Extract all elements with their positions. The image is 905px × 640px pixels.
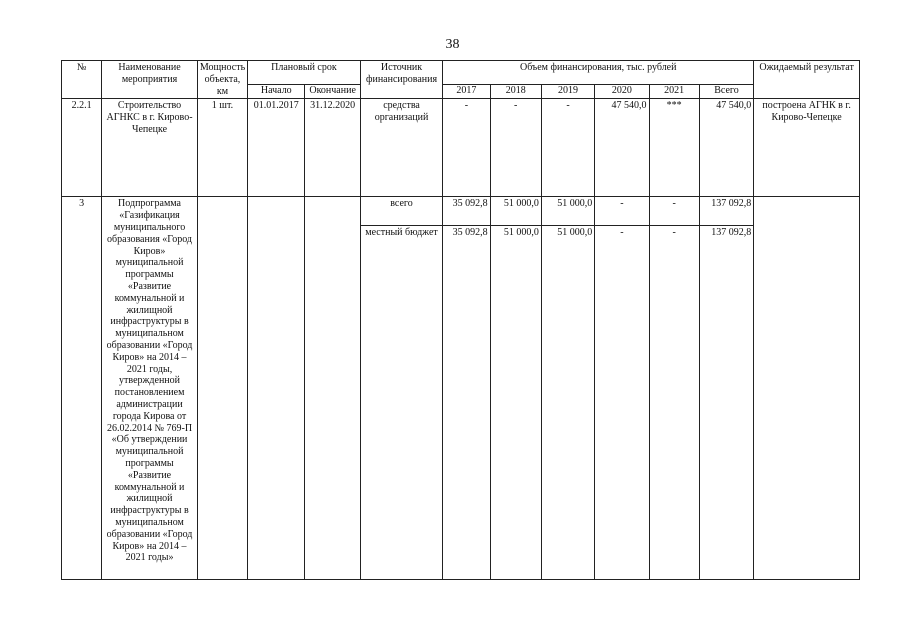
sub-value-2019: 51 000,0	[541, 226, 594, 580]
page-number: 38	[445, 37, 460, 52]
sub-value-2018: 51 000,0	[490, 226, 541, 580]
sub-source: местный бюджет	[360, 226, 443, 580]
header-name: Наименование мероприятия	[102, 61, 198, 99]
sub-value-2021: -	[649, 226, 699, 580]
sub-value-2019: 51 000,0	[541, 197, 594, 226]
row-value-2017: -	[443, 99, 490, 197]
sub-source: всего	[360, 197, 443, 226]
sub-total: 137 092,8	[699, 226, 753, 580]
row-start: 01.01.2017	[248, 99, 305, 197]
row-result: построена АГНК в г. Кирово-Чепецке	[754, 99, 860, 197]
header-year: 2017	[443, 84, 490, 99]
funding-table	[61, 60, 860, 580]
sub-value-2017: 35 092,8	[443, 226, 490, 580]
header-planned-term: Плановый срок	[248, 61, 361, 85]
header-result: Ожидаемый результат	[754, 61, 860, 99]
row-num: 2.2.1	[62, 99, 102, 197]
table-row	[62, 197, 860, 226]
header-source: Источник финансирования	[360, 61, 443, 99]
row-name: Строительство АГНКС в г. Кирово-Чепецке	[102, 99, 198, 197]
sub-value-2020: -	[595, 226, 649, 580]
row-start	[248, 197, 305, 580]
row-total: 47 540,0	[699, 99, 753, 197]
header-year: 2019	[541, 84, 594, 99]
sub-value-2021: -	[649, 197, 699, 226]
sub-value-2017: 35 092,8	[443, 197, 490, 226]
row-result	[754, 197, 860, 580]
row-value-2018: -	[490, 99, 541, 197]
row-end	[305, 197, 360, 580]
table-row	[62, 99, 860, 197]
header-start: Начало	[248, 84, 305, 99]
header-total: Всего	[699, 84, 753, 99]
header-num: №	[62, 61, 102, 99]
header-year: 2018	[490, 84, 541, 99]
sub-total: 137 092,8	[699, 197, 753, 226]
header-year: 2020	[595, 84, 649, 99]
row-value-2020: 47 540,0	[595, 99, 649, 197]
row-source: средства организаций	[360, 99, 443, 197]
row-value-2021: ***	[649, 99, 699, 197]
row-value-2019: -	[541, 99, 594, 197]
sub-value-2020: -	[595, 197, 649, 226]
header-funding: Объем финансирования, тыс. рублей	[443, 61, 754, 85]
row-capacity: 1 шт.	[197, 99, 247, 197]
header-capacity: Мощность объекта, км	[197, 61, 247, 99]
row-capacity	[197, 197, 247, 580]
row-end: 31.12.2020	[305, 99, 360, 197]
header-year: 2021	[649, 84, 699, 99]
row-num: 3	[62, 197, 102, 580]
row-name: Подпрограмма «Газификация муниципального образования «Город Киров» муниципальной программы «Развитие коммунальной и жилищной инфраструктуры в муниципальном образовании «Город Киров» на 2014 – 2021 годы, утвержденной постановлением администрации города Кирова от 26.02.2014 № 769-П «Об утверждении муниципальной программы «Развитие коммунальной и жилищной инфраструктуры в муниципальном образовании «Город Киров» на 2014 – 2021 годы»	[102, 197, 198, 580]
sub-value-2018: 51 000,0	[490, 197, 541, 226]
header-end: Окончание	[305, 84, 360, 99]
